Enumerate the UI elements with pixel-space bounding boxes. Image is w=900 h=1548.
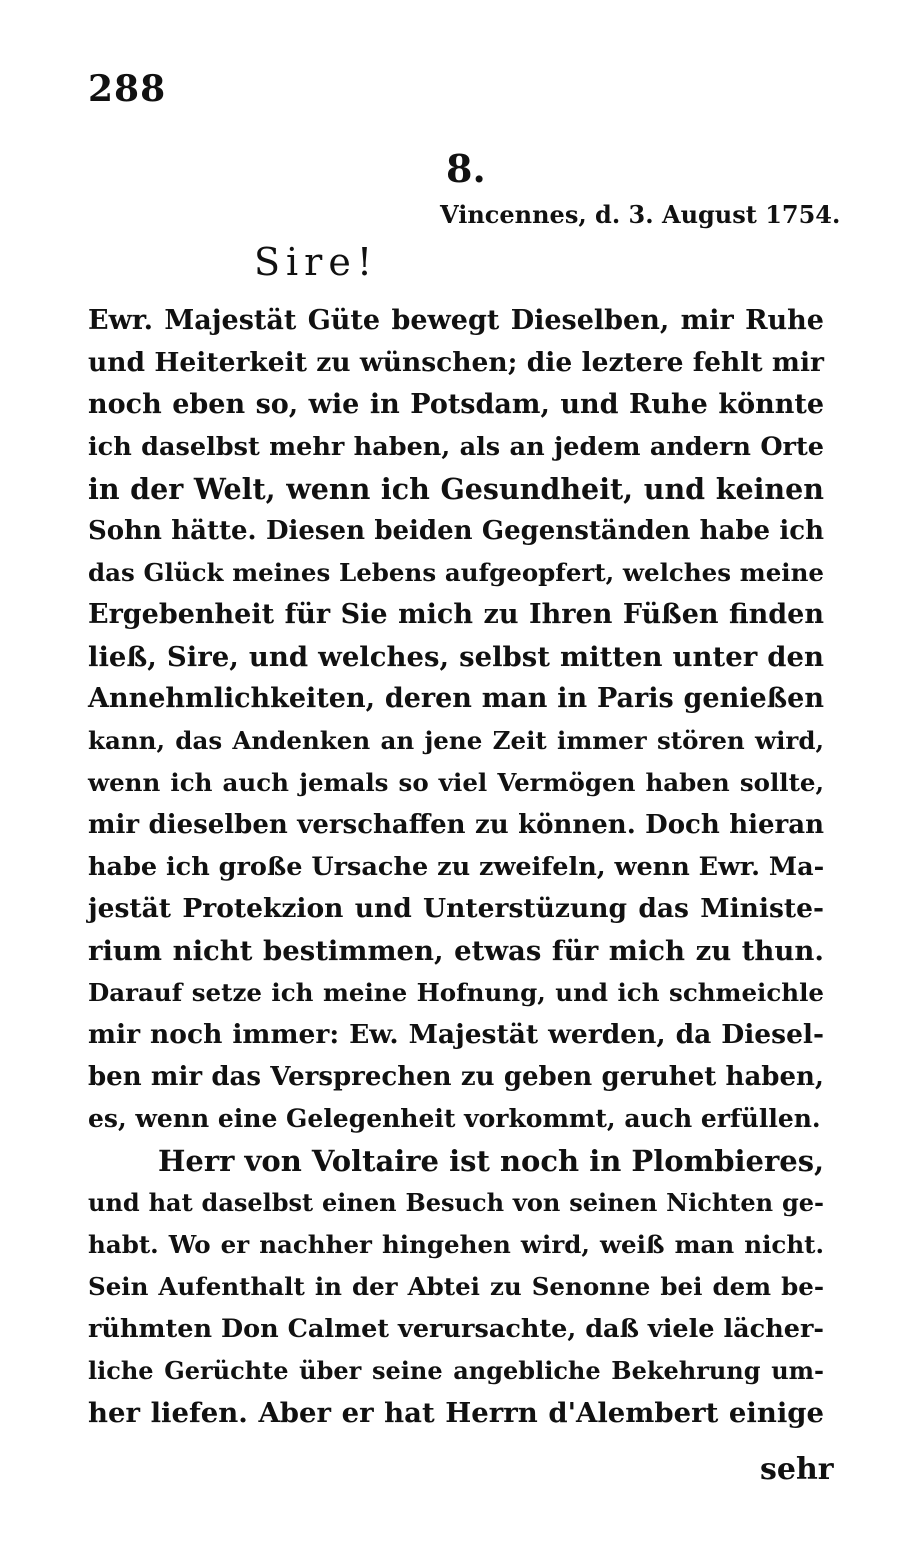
text-line: liche Gerüchte über seine angebliche Bekehrung um- <box>88 1356 824 1385</box>
text-line: her liefen. Aber er hat Herrn d'Alembert einige <box>88 1397 824 1429</box>
text-line: noch eben so, wie in Potsdam, und Ruhe könnte <box>88 389 824 420</box>
text-line: Sein Aufenthalt in der Abtei zu Senonne bei dem be- <box>88 1272 824 1301</box>
text-line: habt. Wo er nachher hingehen wird, weiß man nicht. <box>88 1230 824 1259</box>
page-number: 288 <box>88 68 167 110</box>
text-line: ben mir das Versprechen zu geben geruhet haben, <box>88 1062 824 1092</box>
catchword: sehr <box>760 1452 834 1487</box>
text-line: mir noch immer: Ew. Majestät werden, da Diesel- <box>88 1019 824 1050</box>
text-line: Ewr. Majestät Güte bewegt Dieselben, mir Ruhe <box>88 305 824 336</box>
text-line: in der Welt, wenn ich Gesundheit, und keinen <box>88 472 824 506</box>
dateline: Vincennes, d. 3. August 1754. <box>440 200 841 229</box>
text-line: das Glück meines Lebens aufgeopfert, welches meine <box>88 558 824 587</box>
text-line: rium nicht bestimmen, etwas für mich zu thun. <box>88 935 824 967</box>
letter-body <box>88 300 824 1434</box>
text-line: rühmten Don Calmet verursachte, daß viele lächer- <box>88 1314 824 1344</box>
text-line: und Heiterkeit zu wünschen; die leztere fehlt mir <box>88 347 824 378</box>
text-line: Annehmlichkeiten, deren man in Paris genießen <box>88 683 824 714</box>
text-line: kann, das Andenken an jene Zeit immer stören wird, <box>88 726 824 755</box>
text-line: jestät Protekzion und Unterstüzung das Ministe- <box>88 893 824 924</box>
text-line: mir dieselben verschaffen zu können. Doch hieran <box>88 810 824 840</box>
text-line: habe ich große Ursache zu zweifeln, wenn Ewr. Ma- <box>88 852 825 882</box>
text-line: Herr von Voltaire ist noch in Plombieres, <box>158 1144 825 1178</box>
text-line: es, wenn eine Gelegenheit vorkommt, auch erfüllen. <box>88 1104 821 1133</box>
text-line: Sohn hätte. Diesen beiden Gegenständen habe ich <box>88 516 824 546</box>
text-line: ließ, Sire, und welches, selbst mitten unter den <box>88 641 824 673</box>
text-line: ich daselbst mehr haben, als an jedem andern Orte <box>88 432 824 462</box>
letter-number: 8. <box>446 146 486 191</box>
text-line: und hat daselbst einen Besuch von seinen Nichten ge- <box>88 1188 824 1217</box>
text-line: Ergebenheit für Sie mich zu Ihren Füßen finden <box>88 599 824 630</box>
text-line: wenn ich auch jemals so viel Vermögen haben sollte, <box>88 768 824 797</box>
text-line: Darauf setze ich meine Hofnung, und ich schmeichle <box>88 978 824 1007</box>
salutation: Sire! <box>254 240 379 284</box>
